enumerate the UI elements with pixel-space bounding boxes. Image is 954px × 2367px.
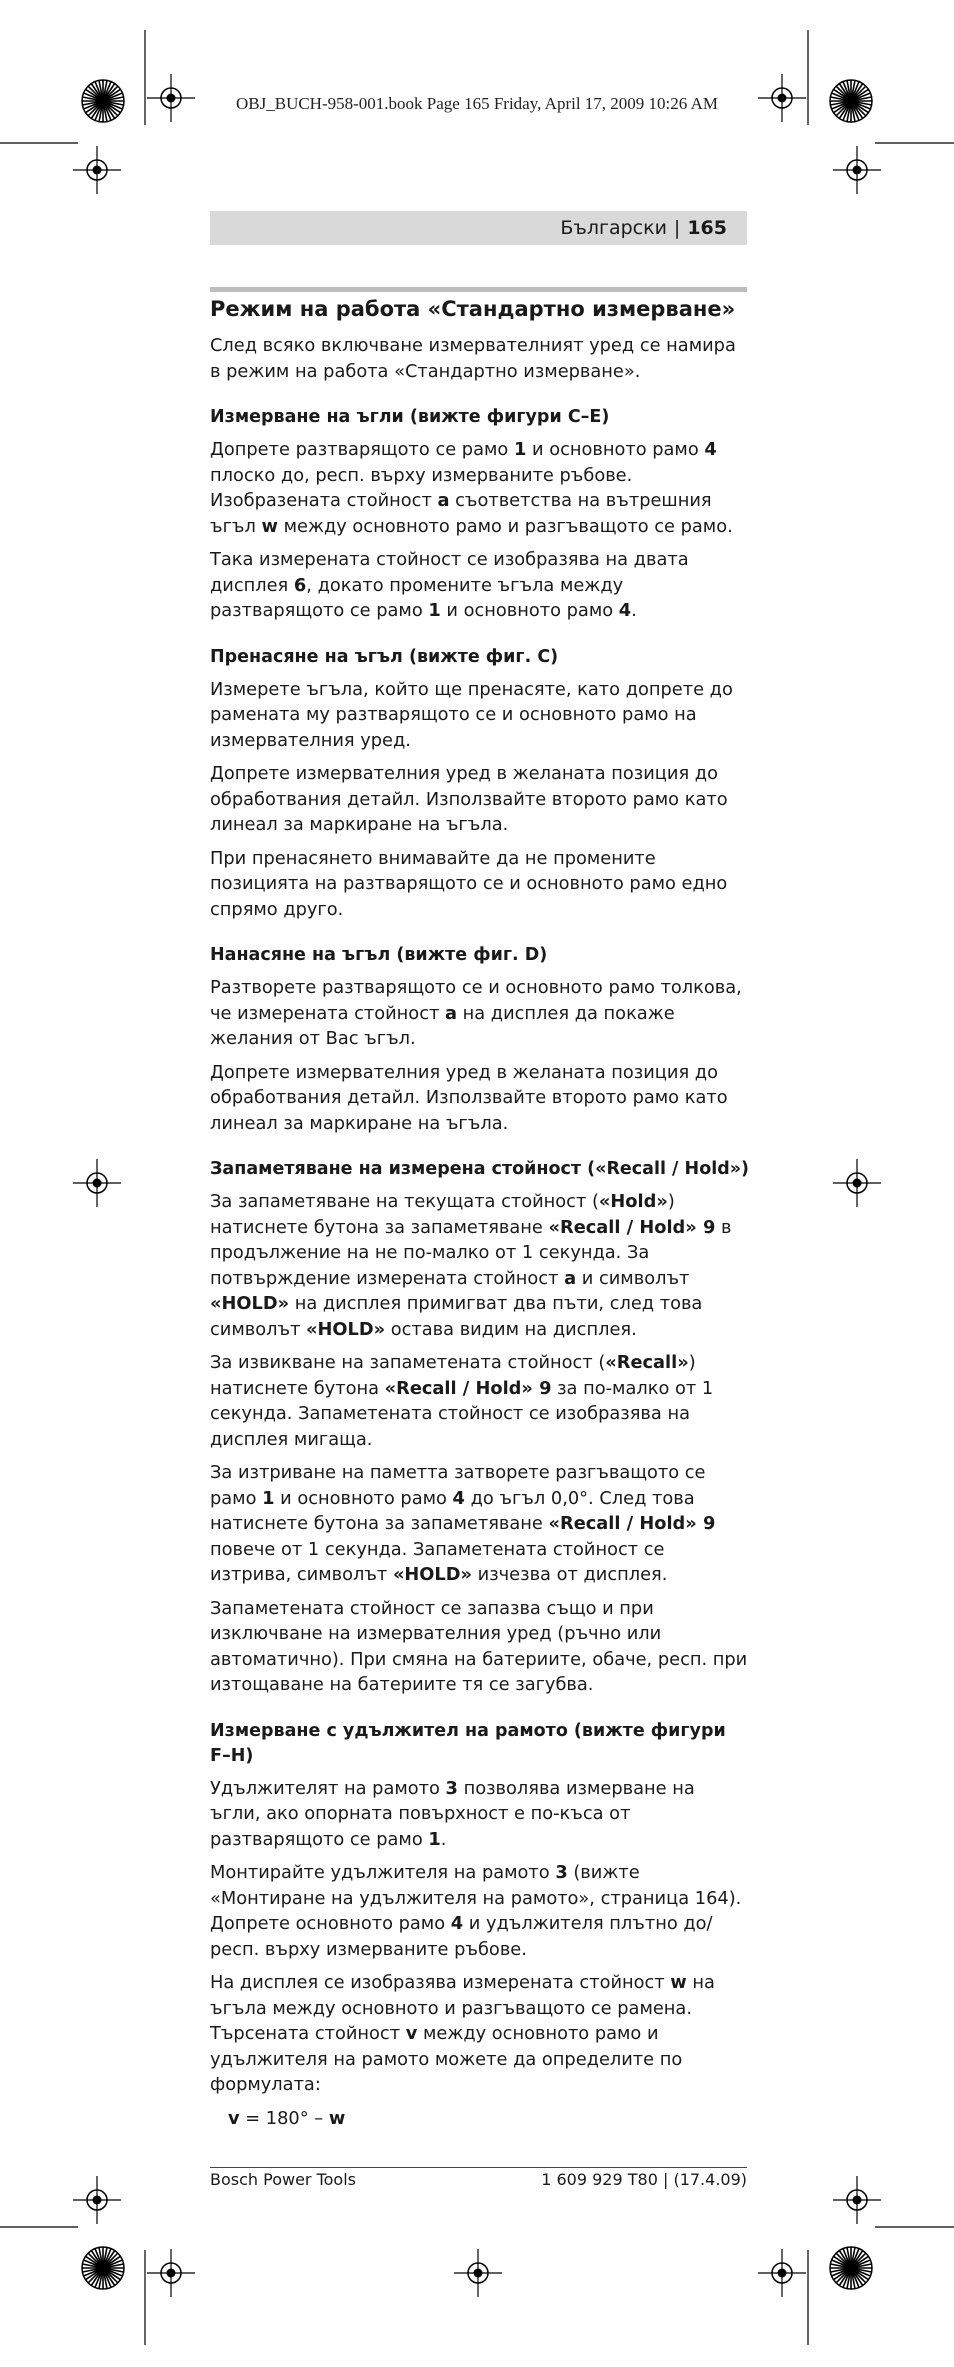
subheading-recall-hold: Запаметяване на измерена стойност («Recall / Hold») [210, 1159, 750, 1179]
footer-rule [210, 2167, 747, 2168]
subheading-angle-transfer: Пренасяне на ъгъл (вижте фиг. C) [210, 646, 559, 667]
paragraph: Допрете измервателния уред в желаната позиция до обработвания детайл. Използвайте второто рамо като линеал за маркиране на ъгъла. [210, 1061, 728, 1134]
paragraph: Допрете разтварящото се рамо 1 и основното рамо 4 плоско до, респ. върху измерваните ръбове. Изобразената стойност a съответства на вътрешния ъгъл w между основното рамо и разгъващото се рамо. [210, 439, 733, 537]
paragraph: Монтирайте удължителя на рамото 3 (вижте «Монтиране на удължителя на рамото», страница 164). Допрете основното рамо 4 и удължителя плътно до/респ. върху измерваните ръбове. [210, 1862, 742, 1960]
paragraph: Допрете измервателния уред в желаната позиция до обработвания детайл. Използвайте второто рамо като линеал за маркиране на ъгъла. [210, 763, 728, 835]
book-header: OBJ_BUCH-958-001.book Page 165 Friday, April 17, 2009 10:26 AM [236, 94, 718, 113]
paragraph: Така измерената стойност се изобразява на двата дисплея 6, докато промените ъгъла между разтварящото се рамо 1 и основното рамо 4. [210, 549, 689, 621]
page-number: 165 [687, 217, 727, 239]
paragraph: Разтворете разтварящото се и основното рамо толкова, че измерената стойност a на дисплея да покаже желания от Вас ъгъл. [210, 977, 742, 1049]
subheading-angle-marking: Нанасяне на ъгъл (вижте фиг. D) [210, 945, 548, 965]
paragraph: За запаметяване на текущата стойност («Hold») натиснете бутона за запаметяване «Recall / Hold» 9 в продължение на не по-малко от 1 секунда. За потвърждение измерената стойност a и символът «HOLD» на дисплея примигват два пъти, след това символът «HOLD» остава видим на дисплея. [210, 1191, 732, 1340]
paragraph: За извикване на запаметената стойност («Recall») натиснете бутона «Recall / Hold» 9 за по-малко от 1 секунда. Запаметената стойност се изобразява на дисплея мигаща. [210, 1352, 714, 1450]
header-separator: | [673, 217, 681, 239]
paragraph: Удължителят на рамото 3 позволява измерване на ъгли, ако опорната повърхност е по-къса от разтварящото се рамо 1. [210, 1777, 695, 1850]
subheading-arm-extension: Измерване с удължител на рамото (вижте фигури F–H) [210, 1720, 726, 1766]
page-header-bar [210, 211, 747, 245]
section-rule [210, 287, 747, 292]
subheading-angle-measuring: Измерване на ъгли (вижте фигури C–E) [210, 407, 610, 427]
main-content [210, 295, 750, 2139]
paragraph: За изтриване на паметта затворете разгъващото се рамо 1 и основното рамо 4 до ъгъл 0,0°. След това натиснете бутона за запаметяване «Recall / Hold» 9 повече от 1 секунда. Запаметената стойност се изтрива, символът «HOLD» изчезва от дисплея. [210, 1462, 716, 1585]
paragraph: На дисплея се изобразява измерената стойност w на ъгъла между основното и разгъващото се рамена. Търсената стойност v между основното рамо и удължителя на рамото можете да определите по формулата: [210, 1972, 715, 2095]
formula: v = 180° – w [228, 2107, 346, 2129]
intro-paragraph: След всяко включване измервателният уред се намира в режим на работа «Стандартно измерване». [210, 335, 736, 382]
paragraph: При пренасянето внимавайте да не промените позицията на разтварящото се и основното рамо едно спрямо друго. [210, 847, 728, 920]
paragraph: Измерете ъгъла, който ще пренасяте, като допрете до рамената му разтварящото се и основното рамо на измервателния уред. [210, 678, 733, 751]
paragraph: Запаметената стойност се запазва също и при изключване на измервателния уред (ръчно или автоматично). При смяна на батериите, обаче, респ. при изтощаване на батериите тя се загубва. [210, 1597, 748, 1695]
footer-doc-number: 1 609 929 T80 | (17.4.09) [541, 2170, 747, 2189]
section-title: Режим на работа «Стандартно измерване» [210, 297, 736, 321]
footer-brand: Bosch Power Tools [210, 2170, 356, 2189]
language-label: Български [560, 217, 667, 239]
